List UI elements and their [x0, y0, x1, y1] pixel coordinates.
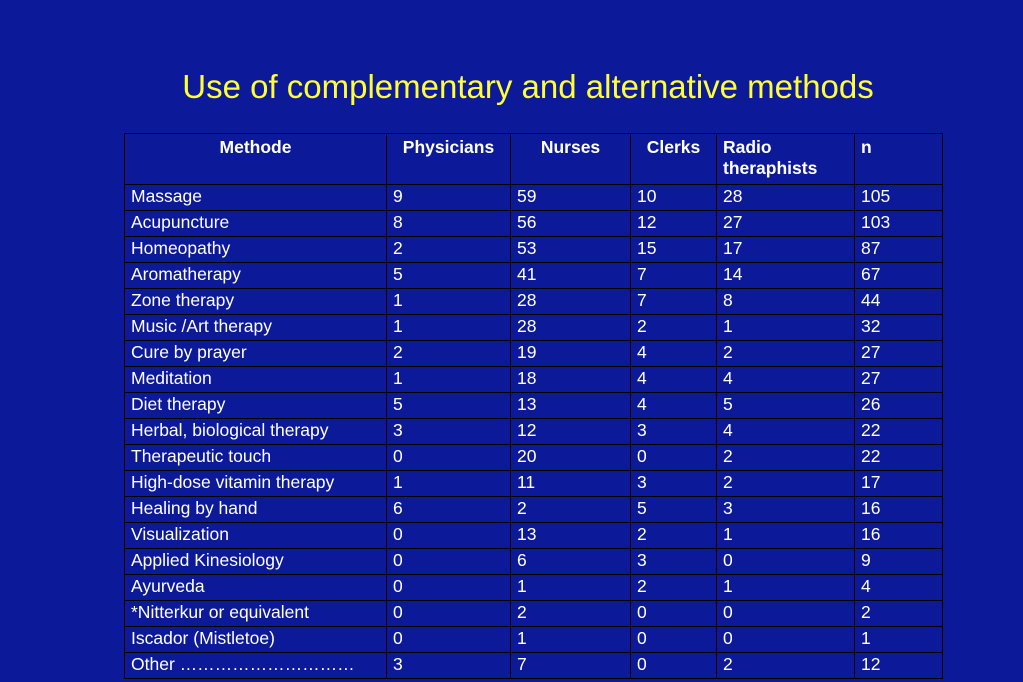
cell-nurses: 1 — [511, 627, 631, 653]
cell-clerks: 12 — [631, 211, 717, 237]
cell-radio-theraphists: 14 — [717, 263, 855, 289]
cell-clerks: 0 — [631, 445, 717, 471]
cell-clerks: 0 — [631, 627, 717, 653]
table-row — [125, 341, 943, 367]
cell-clerks: 0 — [631, 601, 717, 627]
cell-clerks: 10 — [631, 185, 717, 211]
table-row — [125, 575, 943, 601]
cell-physicians: 5 — [387, 263, 511, 289]
cell-n: 105 — [855, 185, 943, 211]
table-row — [125, 367, 943, 393]
cell-clerks: 2 — [631, 575, 717, 601]
cell-nurses: 6 — [511, 549, 631, 575]
cell-method: Meditation — [125, 367, 387, 393]
cell-n: 12 — [855, 653, 943, 679]
cell-n: 4 — [855, 575, 943, 601]
cell-clerks: 3 — [631, 419, 717, 445]
cell-radio-theraphists: 28 — [717, 185, 855, 211]
table-row — [125, 289, 943, 315]
cell-physicians: 5 — [387, 393, 511, 419]
header-clerks: Clerks — [631, 134, 717, 185]
table-row — [125, 263, 943, 289]
cell-radio-theraphists: 4 — [717, 419, 855, 445]
table-row — [125, 471, 943, 497]
cell-clerks: 4 — [631, 393, 717, 419]
table-row — [125, 497, 943, 523]
cell-n: 32 — [855, 315, 943, 341]
methods-table — [124, 133, 943, 679]
table-row — [125, 419, 943, 445]
cell-n: 17 — [855, 471, 943, 497]
cell-radio-theraphists: 0 — [717, 627, 855, 653]
table-row — [125, 445, 943, 471]
cell-radio-theraphists: 17 — [717, 237, 855, 263]
cell-method: Aromatherapy — [125, 263, 387, 289]
cell-n: 67 — [855, 263, 943, 289]
cell-n: 27 — [855, 341, 943, 367]
cell-radio-theraphists: 1 — [717, 315, 855, 341]
cell-clerks: 7 — [631, 263, 717, 289]
cell-physicians: 1 — [387, 367, 511, 393]
cell-method: Iscador (Mistletoe) — [125, 627, 387, 653]
cell-nurses: 7 — [511, 653, 631, 679]
cell-radio-theraphists: 2 — [717, 341, 855, 367]
cell-nurses: 19 — [511, 341, 631, 367]
cell-clerks: 7 — [631, 289, 717, 315]
cell-clerks: 15 — [631, 237, 717, 263]
cell-physicians: 9 — [387, 185, 511, 211]
cell-n: 16 — [855, 523, 943, 549]
cell-physicians: 8 — [387, 211, 511, 237]
header-n: n — [855, 134, 943, 185]
cell-nurses: 11 — [511, 471, 631, 497]
table-row — [125, 185, 943, 211]
cell-nurses: 1 — [511, 575, 631, 601]
cell-radio-theraphists: 0 — [717, 601, 855, 627]
table-row — [125, 393, 943, 419]
cell-radio-theraphists: 27 — [717, 211, 855, 237]
cell-physicians: 3 — [387, 653, 511, 679]
slide-title: Use of complementary and alternative methods — [182, 68, 874, 105]
cell-radio-theraphists: 5 — [717, 393, 855, 419]
cell-nurses: 18 — [511, 367, 631, 393]
cell-nurses: 20 — [511, 445, 631, 471]
table-row — [125, 549, 943, 575]
table-row — [125, 237, 943, 263]
header-radio-theraphists: Radio theraphists — [717, 134, 855, 185]
cell-nurses: 28 — [511, 315, 631, 341]
cell-nurses: 13 — [511, 393, 631, 419]
table-row — [125, 601, 943, 627]
cell-method: Herbal, biological therapy — [125, 419, 387, 445]
cell-nurses: 53 — [511, 237, 631, 263]
cell-method: Therapeutic touch — [125, 445, 387, 471]
cell-n: 87 — [855, 237, 943, 263]
cell-n: 26 — [855, 393, 943, 419]
cell-physicians: 0 — [387, 549, 511, 575]
table-row — [125, 653, 943, 679]
cell-physicians: 0 — [387, 627, 511, 653]
cell-method: Acupuncture — [125, 211, 387, 237]
cell-method: Healing by hand — [125, 497, 387, 523]
cell-method: Applied Kinesiology — [125, 549, 387, 575]
header-methode: Methode — [125, 134, 387, 185]
header-nurses: Nurses — [511, 134, 631, 185]
cell-radio-theraphists: 3 — [717, 497, 855, 523]
cell-nurses: 13 — [511, 523, 631, 549]
table-row — [125, 315, 943, 341]
cell-physicians: 2 — [387, 237, 511, 263]
cell-nurses: 56 — [511, 211, 631, 237]
cell-nurses: 2 — [511, 497, 631, 523]
cell-method: *Nitterkur or equivalent — [125, 601, 387, 627]
cell-n: 27 — [855, 367, 943, 393]
cell-physicians: 1 — [387, 471, 511, 497]
cell-radio-theraphists: 1 — [717, 575, 855, 601]
cell-nurses: 59 — [511, 185, 631, 211]
cell-physicians: 0 — [387, 575, 511, 601]
cell-n: 22 — [855, 445, 943, 471]
cell-n: 16 — [855, 497, 943, 523]
cell-n: 22 — [855, 419, 943, 445]
cell-method: Music /Art therapy — [125, 315, 387, 341]
cell-radio-theraphists: 2 — [717, 653, 855, 679]
table-row — [125, 627, 943, 653]
cell-physicians: 1 — [387, 315, 511, 341]
cell-clerks: 3 — [631, 471, 717, 497]
cell-method: High-dose vitamin therapy — [125, 471, 387, 497]
cell-n: 103 — [855, 211, 943, 237]
cell-clerks: 5 — [631, 497, 717, 523]
cell-clerks: 2 — [631, 315, 717, 341]
cell-method: Cure by prayer — [125, 341, 387, 367]
cell-radio-theraphists: 2 — [717, 445, 855, 471]
cell-method: Diet therapy — [125, 393, 387, 419]
cell-clerks: 2 — [631, 523, 717, 549]
cell-n: 44 — [855, 289, 943, 315]
cell-method: Zone therapy — [125, 289, 387, 315]
cell-nurses: 41 — [511, 263, 631, 289]
cell-method: Visualization — [125, 523, 387, 549]
cell-nurses: 28 — [511, 289, 631, 315]
cell-physicians: 0 — [387, 601, 511, 627]
table-row — [125, 211, 943, 237]
cell-nurses: 2 — [511, 601, 631, 627]
cell-method: Homeopathy — [125, 237, 387, 263]
cell-clerks: 4 — [631, 341, 717, 367]
cell-radio-theraphists: 8 — [717, 289, 855, 315]
cell-clerks: 4 — [631, 367, 717, 393]
cell-n: 9 — [855, 549, 943, 575]
cell-clerks: 0 — [631, 653, 717, 679]
cell-radio-theraphists: 4 — [717, 367, 855, 393]
cell-method: Massage — [125, 185, 387, 211]
cell-method: Other ………………………… — [125, 653, 387, 679]
cell-n: 1 — [855, 627, 943, 653]
cell-physicians: 2 — [387, 341, 511, 367]
table-row — [125, 523, 943, 549]
cell-radio-theraphists: 2 — [717, 471, 855, 497]
cell-physicians: 0 — [387, 523, 511, 549]
cell-physicians: 0 — [387, 445, 511, 471]
cell-physicians: 1 — [387, 289, 511, 315]
header-physicians: Physicians — [387, 134, 511, 185]
cell-nurses: 12 — [511, 419, 631, 445]
cell-n: 2 — [855, 601, 943, 627]
cell-radio-theraphists: 1 — [717, 523, 855, 549]
cell-physicians: 6 — [387, 497, 511, 523]
cell-clerks: 3 — [631, 549, 717, 575]
cell-physicians: 3 — [387, 419, 511, 445]
header-row — [125, 134, 943, 185]
cell-radio-theraphists: 0 — [717, 549, 855, 575]
cell-method: Ayurveda — [125, 575, 387, 601]
